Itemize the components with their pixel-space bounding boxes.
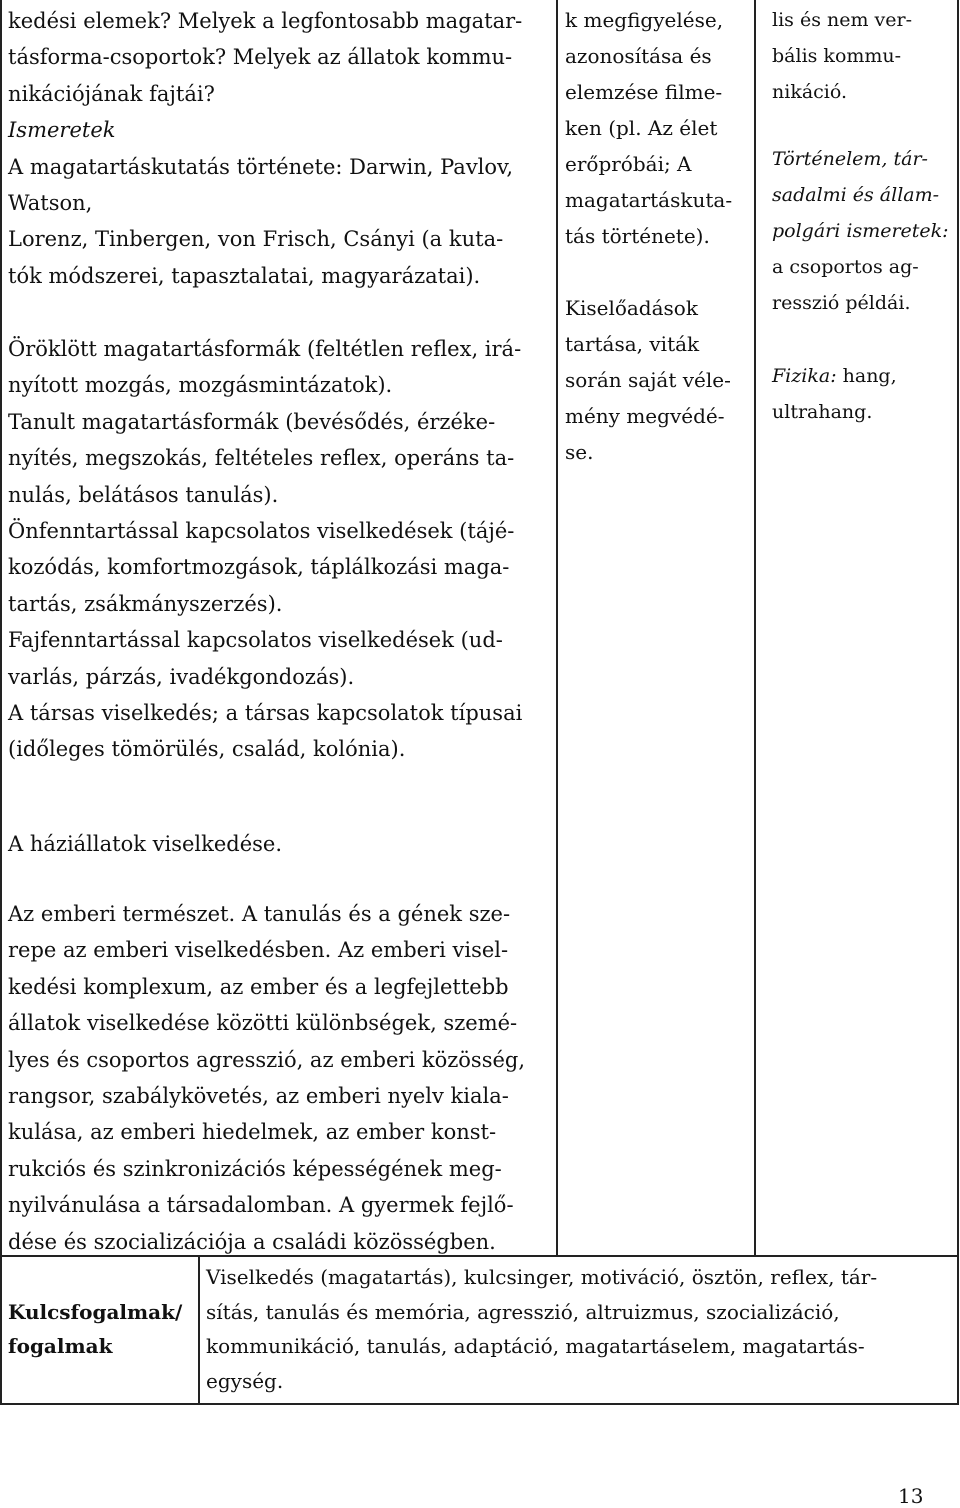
text-line: A társas viselkedés; a társas kapcsolatok típusai: [8, 701, 523, 726]
text-line: erőpróbái; A: [565, 152, 692, 176]
text-line: kommunikáció, tanulás, adaptáció, magatartáselem, magatartás-: [206, 1334, 865, 1358]
text-line: lis és nem ver-: [772, 9, 912, 31]
text-line: során saját véle-: [565, 368, 731, 392]
connections-communication: [772, 2, 912, 110]
behavior-forms: [8, 331, 522, 768]
text-line: magatartáskuta-: [565, 188, 733, 212]
text-line: egység.: [206, 1368, 284, 1393]
text-line: nulás, belátásos tanulás).: [8, 482, 279, 507]
text-line: Lorenz, Tinbergen, von Frisch, Csányi (a kuta-: [8, 227, 504, 252]
table-right-border: [957, 0, 959, 1404]
text-line: Watson,: [8, 191, 93, 216]
text-line: repe az emberi viselkedésben. Az emberi visel-: [8, 938, 509, 963]
text-line: ultrahang.: [772, 401, 873, 423]
text-line: Viselkedés (magatartás), kulcsinger, motiváció, ösztön, reflex, tár-: [206, 1265, 878, 1289]
text-line: Önfenntartással kapcsolatos viselkedések (tájé-: [8, 519, 515, 544]
text-line: sítás, tanulás és memória, agresszió, altruizmus, szocializáció,: [206, 1299, 840, 1324]
text-line: Az emberi természet. A tanulás és a gének sze-: [8, 902, 511, 926]
text-line: varlás, párzás, ivadékgondozás).: [8, 664, 355, 689]
keywords-text: [206, 1260, 877, 1398]
keywords-divider: [198, 1256, 200, 1404]
text-line: bális kommu-: [772, 45, 902, 67]
text-line: nyilvánulása a társadalomban. A gyermek fejlő-: [8, 1193, 514, 1218]
human-nature-paragraph: [8, 896, 525, 1260]
activities-observation: [565, 2, 732, 254]
text-line: fogalmak: [8, 1334, 113, 1358]
text-line: a csoportos ag-: [772, 256, 919, 278]
text-line: Fajfenntartással kapcsolatos viselkedések (ud-: [8, 628, 503, 653]
text-line: állatok viselkedése közötti különbségek, szemé-: [8, 1011, 518, 1036]
text-line: se.: [565, 440, 594, 464]
text-line: Öröklött magatartásformák (feltétlen reflex, irá-: [8, 337, 522, 361]
keywords-label: [8, 1295, 182, 1363]
text-line: rukciós és szinkronizációs képességének meg-: [8, 1156, 502, 1181]
text-line: azonosítása és: [565, 44, 712, 68]
activities-presentations: [565, 290, 731, 470]
table-left-border: [0, 0, 2, 1404]
text-line: nyított mozgás, mozgásmintázatok).: [8, 373, 393, 398]
text-line: kulása, az emberi hiedelmek, az ember konst-: [8, 1120, 497, 1145]
text-line: sadalmi és állam-: [772, 184, 940, 206]
fizika-label: Fizika:: [772, 365, 837, 387]
text-line: kozódás, komfortmozgások, táplálkozási maga-: [8, 555, 510, 580]
text-line: tartása, viták: [565, 332, 700, 356]
text-line: kedési komplexum, az ember és a legfejlettebb: [8, 974, 509, 999]
text-line: polgári ismeretek:: [772, 220, 949, 242]
text-line: ken (pl. Az élet: [565, 116, 718, 140]
text-line: elemzése filme-: [565, 80, 723, 104]
fizika-text: hang,: [836, 365, 897, 387]
table-bottom-border: [0, 1403, 959, 1405]
text-line: Tanult magatartásformák (bevésődés, érzéke-: [8, 409, 496, 434]
ismeretek-heading: Ismeretek: [8, 118, 116, 143]
column-divider-1: [556, 0, 558, 1256]
text-line: Kiselőadások: [565, 296, 698, 320]
text-line: nikáció.: [772, 81, 848, 103]
text-line: resszió példái.: [772, 292, 911, 314]
text-line: A magatartáskutatás története: Darwin, Pavlov,: [8, 154, 514, 179]
text-line: Történelem, tár-: [772, 148, 928, 170]
text-line: rangsor, szabálykövetés, az emberi nyelv kiala-: [8, 1084, 509, 1109]
text-line: lyes és csoportos agresszió, az emberi közösség,: [8, 1047, 526, 1072]
column-divider-2: [754, 0, 756, 1256]
text-line: (időleges tömörülés, család, kolónia).: [8, 737, 406, 762]
text-line: kedési elemek? Melyek a legfontosabb magatar-: [8, 9, 523, 33]
text-line: tás története).: [565, 224, 710, 248]
connections-physics: [772, 358, 897, 430]
text-line: tásforma-csoportok? Melyek az állatok kommu-: [8, 45, 513, 70]
text-line: dése és szocializációja a családi közösségben.: [8, 1229, 496, 1254]
connections-history: [772, 141, 949, 321]
intro-questions: [8, 3, 522, 294]
haziallatok-line: A háziállatok viselkedése.: [8, 832, 283, 856]
page-number: 13: [898, 1484, 924, 1508]
text-line: mény megvédé-: [565, 404, 725, 428]
text-line: [772, 358, 897, 394]
text-line: nikációjának fajtái?: [8, 81, 215, 106]
text-line: tartás, zsákmányszerzés).: [8, 591, 283, 616]
text-line: nyítés, megszokás, feltételes reflex, operáns ta-: [8, 446, 515, 471]
text-line: tók módszerei, tapasztalatai, magyarázatai).: [8, 263, 481, 288]
text-line: k megfigyelése,: [565, 8, 724, 32]
text-line: Kulcsfogalmak/: [8, 1300, 183, 1324]
